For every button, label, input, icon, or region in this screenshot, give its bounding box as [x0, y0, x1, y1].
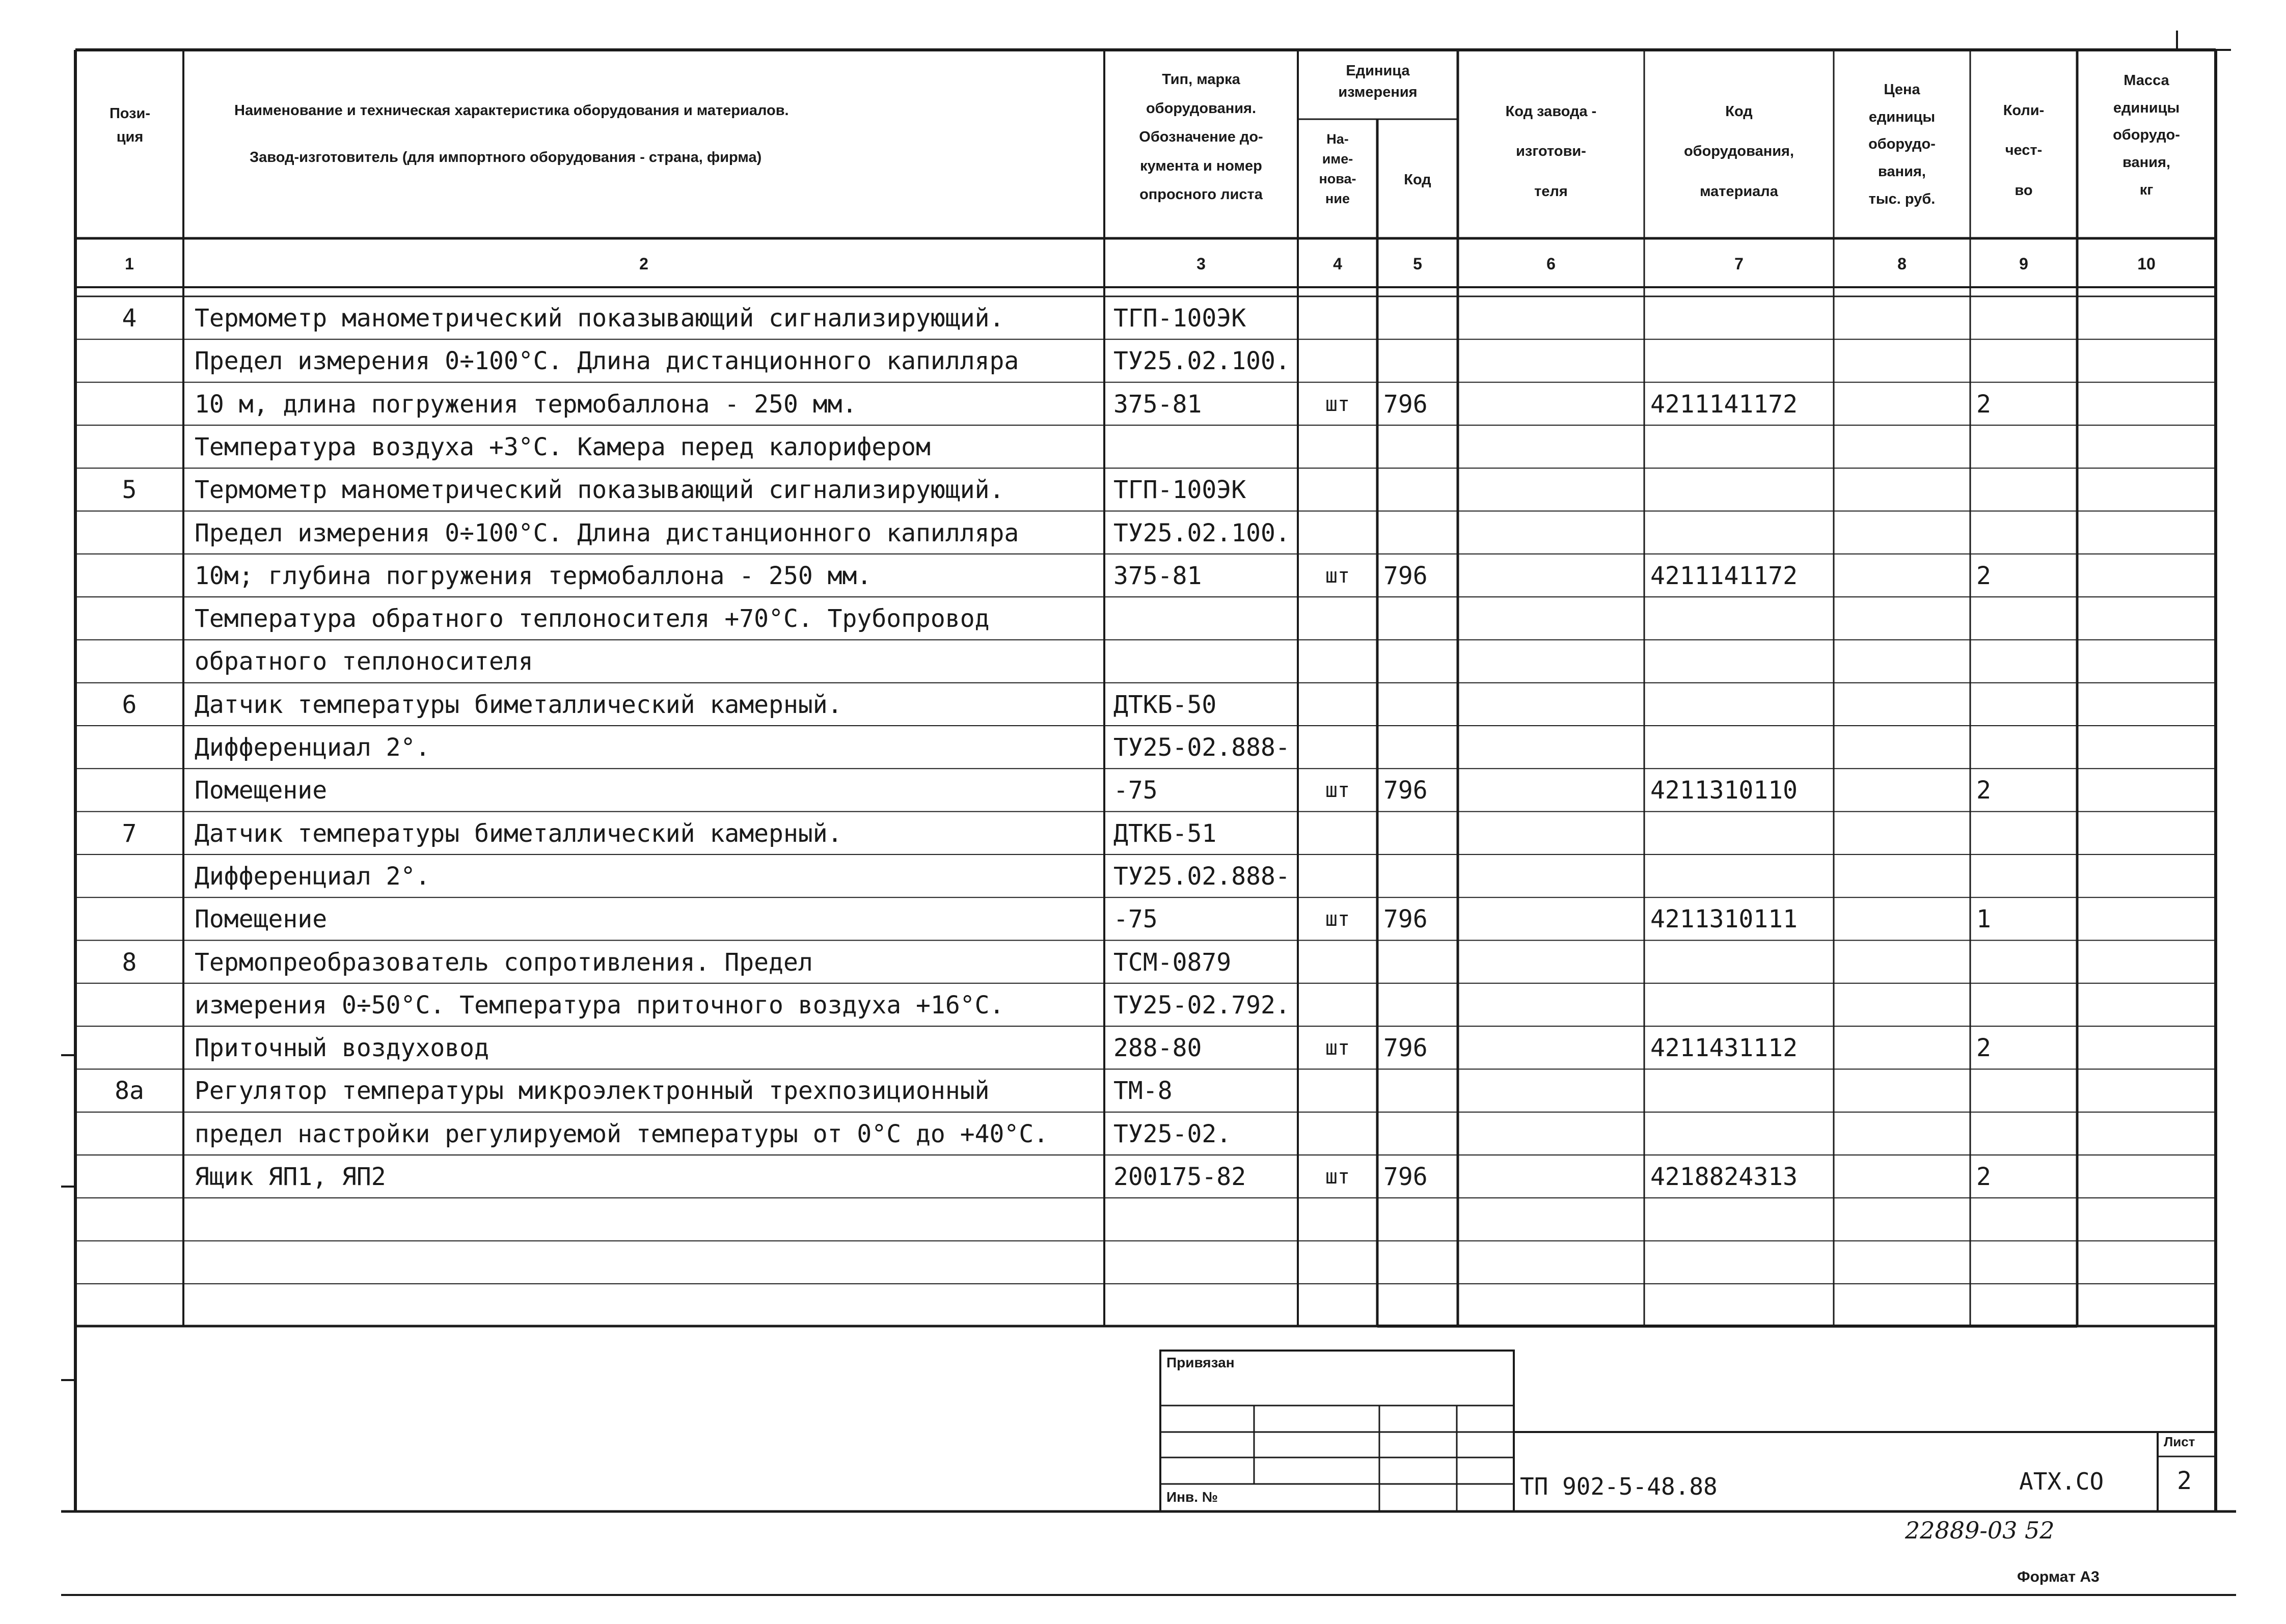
cell-type: ДТКБ-51 — [1113, 819, 1217, 848]
cell-code — [1383, 597, 1458, 641]
cell-pos — [76, 855, 182, 898]
cell-name: Датчик температуры биметаллический камерный. — [195, 690, 842, 719]
cell-eq — [1650, 1198, 1834, 1242]
cell-unit — [1298, 983, 1377, 1027]
cell-unit — [1298, 1284, 1377, 1328]
cell-name: Датчик температуры биметаллический камерный. — [195, 819, 842, 848]
cell-code — [1383, 983, 1458, 1027]
cell-unit — [1298, 511, 1377, 555]
cell-eq: 4211141172 — [1650, 561, 1798, 590]
cell-eq: 4211310110 — [1650, 776, 1798, 805]
cell-unit — [1298, 296, 1377, 340]
cell-code — [1383, 812, 1458, 856]
cell-eq — [1650, 983, 1834, 1027]
cell-type — [1113, 1284, 1297, 1328]
cell-type: 288-80 — [1113, 1034, 1202, 1063]
cell-type: ТГП-100ЭК — [1113, 476, 1246, 505]
col-num-3: 3 — [1196, 255, 1206, 273]
cell-pos — [76, 1198, 182, 1242]
cell-eq: 4211310111 — [1650, 905, 1798, 934]
cell-eq — [1650, 597, 1834, 641]
cell-pos — [76, 597, 182, 641]
stamp-linked-label: Привязан — [1166, 1355, 1235, 1370]
cell-name: Предел измерения 0÷100°С. Длина дистанционного капилляра — [195, 347, 1019, 376]
cell-pos — [76, 640, 182, 683]
col-num-4: 4 — [1333, 255, 1342, 273]
cell-pos — [76, 554, 182, 598]
cell-qty — [1976, 511, 2077, 555]
cell-unit: шт — [1325, 1036, 1350, 1060]
cell-code: 796 — [1383, 776, 1428, 805]
cell-eq — [1650, 425, 1834, 469]
cell-pos — [76, 983, 182, 1027]
cell-name: Термопреобразователь сопротивления. Предел — [195, 948, 813, 977]
cell-name: 10 м, длина погружения термобаллона - 250 мм. — [195, 390, 857, 419]
cell-unit — [1298, 683, 1377, 727]
cell-qty: 2 — [1976, 390, 1991, 419]
cell-type — [1113, 597, 1297, 641]
cell-qty — [1976, 983, 2077, 1027]
cell-eq — [1650, 468, 1834, 512]
cell-unit: шт — [1325, 564, 1350, 588]
cell-qty — [1976, 941, 2077, 984]
cell-pos — [76, 1241, 182, 1285]
format-label: Формат А3 — [2017, 1568, 2100, 1585]
cell-type: ТУ25.02.100. — [1113, 347, 1290, 376]
col-num-9: 9 — [2019, 255, 2028, 273]
cell-pos: 8а — [115, 1077, 144, 1106]
header-name-line1: Наименование и техническая характеристика оборудования и материалов. — [234, 102, 789, 119]
cell-qty — [1976, 855, 2077, 898]
cell-qty — [1976, 597, 2077, 641]
cell-name: обратного теплоносителя — [195, 647, 533, 676]
cell-pos — [76, 339, 182, 383]
cell-code: 796 — [1383, 1163, 1428, 1191]
header-plant-code: Код завода - изготови- теля — [1505, 103, 1597, 200]
cell-code — [1383, 941, 1458, 984]
cell-code — [1383, 1198, 1458, 1242]
cell-unit: шт — [1325, 392, 1350, 416]
cell-qty — [1976, 1112, 2077, 1156]
cell-qty — [1976, 1241, 2077, 1285]
cell-name: Приточный воздуховод — [195, 1034, 489, 1063]
col-num-8: 8 — [1897, 255, 1907, 273]
cell-pos — [76, 425, 182, 469]
header-mass: Масса единицы оборудо- вания, кг — [2113, 72, 2180, 198]
cell-name — [195, 1241, 1101, 1285]
cell-type: ТМ-8 — [1113, 1077, 1173, 1106]
cell-unit — [1298, 726, 1377, 769]
cell-type: -75 — [1113, 776, 1158, 805]
cell-pos: 6 — [122, 690, 137, 719]
col-num-10: 10 — [2137, 255, 2156, 273]
cell-name: Предел измерения 0÷100°С. Длина дистанционного капилляра — [195, 518, 1019, 547]
cell-qty — [1976, 425, 2077, 469]
cell-name: Температура воздуха +3°С. Камера перед калорифером — [195, 432, 931, 461]
cell-code — [1383, 640, 1458, 683]
cell-name: предел настройки регулируемой температуры от 0°С до +40°С. — [195, 1119, 1049, 1148]
cell-type: 200175-82 — [1113, 1163, 1246, 1191]
cell-code: 796 — [1383, 1034, 1428, 1063]
header-type: Тип, марка оборудования. Обозначение до- кумента и номер опросного листа — [1139, 71, 1263, 203]
document-mark: АТХ.СО — [2019, 1468, 2104, 1495]
header-name-line2: Завод-изготовитель (для импортного оборудования - страна, фирма) — [250, 149, 762, 166]
cell-eq — [1650, 296, 1834, 340]
header-unit-code: Код — [1404, 172, 1431, 188]
cell-unit — [1298, 468, 1377, 512]
cell-code — [1383, 683, 1458, 727]
cell-pos — [76, 1284, 182, 1328]
cell-name: Температура обратного теплоносителя +70°С. Трубопровод — [195, 604, 990, 634]
cell-code — [1383, 726, 1458, 769]
cell-eq — [1650, 855, 1834, 898]
cell-qty — [1976, 640, 2077, 683]
cell-qty: 2 — [1976, 776, 1991, 805]
cell-unit — [1298, 425, 1377, 469]
cell-name: Дифференциал 2°. — [195, 862, 430, 891]
cell-qty — [1976, 1069, 2077, 1113]
cell-unit: шт — [1325, 907, 1350, 931]
cell-code — [1383, 1241, 1458, 1285]
cell-code — [1383, 296, 1458, 340]
cell-qty: 2 — [1976, 1034, 1991, 1063]
cell-eq — [1650, 1069, 1834, 1113]
cell-pos — [76, 511, 182, 555]
cell-pos — [76, 1112, 182, 1156]
cell-unit: шт — [1325, 779, 1350, 803]
cell-eq — [1650, 1284, 1834, 1328]
cell-code — [1383, 511, 1458, 555]
cell-pos — [76, 382, 182, 426]
cell-type — [1113, 640, 1297, 683]
cell-unit — [1298, 1241, 1377, 1285]
sheet-label: Лист — [2164, 1434, 2195, 1449]
cell-unit — [1298, 640, 1377, 683]
header-quantity: Коли- чест- во — [2003, 102, 2045, 199]
cell-name: Помещение — [195, 905, 328, 934]
cell-name: Дифференциал 2°. — [195, 733, 430, 762]
cell-eq — [1650, 812, 1834, 856]
col-num-1: 1 — [125, 255, 134, 273]
cell-pos — [76, 726, 182, 769]
cell-qty — [1976, 339, 2077, 383]
col-num-2: 2 — [639, 255, 648, 273]
cell-eq — [1650, 726, 1834, 769]
header-unit: Единица измерения — [1338, 63, 1418, 101]
cell-pos — [76, 768, 182, 812]
cell-qty — [1976, 1284, 2077, 1328]
handwritten-number: 22889-03 52 — [1905, 1517, 2055, 1544]
cell-eq — [1650, 511, 1834, 555]
cell-pos — [76, 897, 182, 941]
cell-code — [1383, 1284, 1458, 1328]
cell-pos: 4 — [122, 304, 137, 333]
cell-type — [1113, 1198, 1297, 1242]
cell-code: 796 — [1383, 905, 1428, 934]
cell-name: Помещение — [195, 776, 328, 805]
cell-pos — [76, 1026, 182, 1070]
cell-type: -75 — [1113, 905, 1158, 934]
cell-pos — [76, 1155, 182, 1199]
col-num-5: 5 — [1413, 255, 1422, 273]
cell-qty: 1 — [1976, 905, 1991, 934]
header-equipment-code: Код оборудования, материала — [1683, 103, 1794, 200]
cell-qty: 2 — [1976, 561, 1991, 590]
cell-name — [195, 1198, 1101, 1242]
cell-type: 375-81 — [1113, 561, 1202, 590]
cell-type: ТУ25.02.100. — [1113, 518, 1290, 547]
cell-qty — [1976, 683, 2077, 727]
header-position: Пози- ция — [109, 105, 151, 146]
cell-eq — [1650, 339, 1834, 383]
cell-code — [1383, 1112, 1458, 1156]
cell-name: Термометр манометрический показывающий сигнализирующий. — [195, 476, 1004, 505]
cell-type: 375-81 — [1113, 390, 1202, 419]
cell-name: Регулятор температуры микроэлектронный трехпозиционный — [195, 1077, 990, 1106]
cell-type: ТУ25-02.792. — [1113, 990, 1290, 1020]
cell-type — [1113, 425, 1297, 469]
cell-qty — [1976, 1198, 2077, 1242]
cell-eq — [1650, 1112, 1834, 1156]
cell-pos: 8 — [122, 948, 137, 977]
cell-eq: 4211141172 — [1650, 390, 1798, 419]
cell-eq — [1650, 640, 1834, 683]
cell-unit — [1298, 812, 1377, 856]
cell-name: Термометр манометрический показывающий сигнализирующий. — [195, 304, 1004, 333]
cell-qty — [1976, 812, 2077, 856]
cell-unit — [1298, 1198, 1377, 1242]
header-price: Цена единицы оборудо- вания, тыс. руб. — [1868, 81, 1936, 207]
cell-type: ТУ25.02.888- — [1113, 862, 1290, 891]
cell-code: 796 — [1383, 390, 1428, 419]
cell-unit — [1298, 1112, 1377, 1156]
cell-qty — [1976, 296, 2077, 340]
cell-code: 796 — [1383, 561, 1428, 590]
header-unit-name: На- име- нова- ние — [1319, 131, 1356, 207]
cell-unit: шт — [1325, 1165, 1350, 1189]
cell-unit — [1298, 1069, 1377, 1113]
cell-qty — [1976, 468, 2077, 512]
cell-code — [1383, 855, 1458, 898]
document-code: ТП 902-5-48.88 — [1520, 1473, 1718, 1500]
stamp-inventory-label: Инв. № — [1166, 1489, 1218, 1505]
cell-unit — [1298, 339, 1377, 383]
cell-name: 10м; глубина погружения термобаллона - 250 мм. — [195, 561, 872, 590]
cell-eq — [1650, 1241, 1834, 1285]
cell-eq: 4218824313 — [1650, 1163, 1798, 1191]
cell-unit — [1298, 855, 1377, 898]
cell-code — [1383, 468, 1458, 512]
cell-name: измерения 0÷50°С. Температура приточного воздуха +16°С. — [195, 990, 1004, 1020]
cell-name — [195, 1284, 1101, 1328]
cell-unit — [1298, 941, 1377, 984]
col-num-7: 7 — [1734, 255, 1744, 273]
cell-qty — [1976, 726, 2077, 769]
cell-type: ТУ25-02. — [1113, 1119, 1232, 1148]
cell-pos: 5 — [122, 476, 137, 505]
cell-code — [1383, 339, 1458, 383]
cell-code — [1383, 425, 1458, 469]
cell-unit — [1298, 597, 1377, 641]
col-num-6: 6 — [1546, 255, 1556, 273]
cell-type: ТСМ-0879 — [1113, 948, 1232, 977]
cell-eq — [1650, 683, 1834, 727]
cell-qty: 2 — [1976, 1163, 1991, 1191]
cell-pos: 7 — [122, 819, 137, 848]
cell-type: ДТКБ-50 — [1113, 690, 1217, 719]
cell-type: ТГП-100ЭК — [1113, 304, 1246, 333]
cell-eq: 4211431112 — [1650, 1034, 1798, 1063]
cell-type: ТУ25-02.888- — [1113, 733, 1290, 762]
cell-type — [1113, 1241, 1297, 1285]
cell-eq — [1650, 941, 1834, 984]
cell-name: Ящик ЯП1, ЯП2 — [195, 1163, 386, 1191]
sheet-number: 2 — [2177, 1467, 2192, 1495]
cell-code — [1383, 1069, 1458, 1113]
